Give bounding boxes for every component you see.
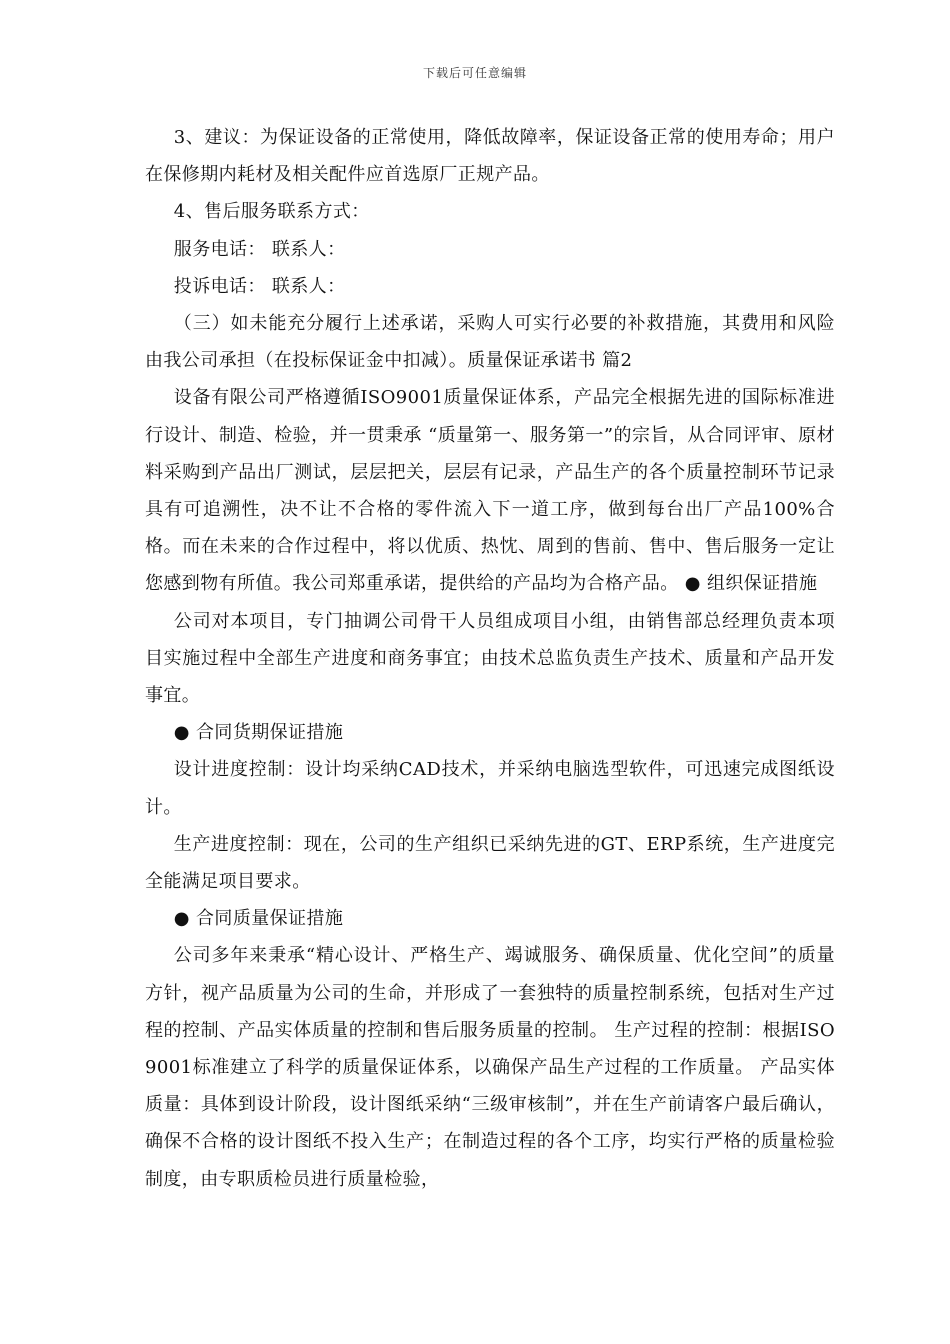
- paragraph-delivery-heading: ● 合同货期保证措施: [173, 722, 344, 744]
- paragraph-service-phone: 服务电话： 联系人：: [173, 238, 346, 260]
- paragraph-contact-heading: 4、售后服务联系方式：: [173, 201, 370, 223]
- page-header-note: 下载后可任意编辑: [422, 66, 527, 80]
- paragraph-quality-heading: ● 合同质量保证措施: [173, 908, 344, 930]
- paragraph-production-progress: 生产进度控制：现在，公司的生产组织已采纳先进的GT、ERP系统，生产进度完全能满足项目要求。: [145, 833, 835, 893]
- paragraph-company-intro: 设备有限公司严格遵循ISO9001质量保证体系，产品完全根据先进的国际标准进行设计、制造、检验，并一贯秉承 “质量第一、服务第一”的宗旨，从合同评审、原材料采购到产品出厂测试，层层把关，层层有记录，产品生产的各个质量控制环节记录具有可追溯性，决不让不合格的零件流入下一道工序，做到每台出厂产品100%合格。而在未来的合作过程中，将以优质、热忱、周到的售前、售中、售后服务一定让您感到物有所值。我公司郑重承诺，提供给的产品均为合格产品。 ● 组织保证措施: [145, 387, 835, 595]
- document-body: [145, 119, 835, 1198]
- paragraph-project-team: 公司对本项目，专门抽调公司骨干人员组成项目小组，由销售部总经理负责本项目实施过程中全部生产进度和商务事宜；由技术总监负责生产技术、质量和产品开发事宜。: [145, 610, 835, 707]
- paragraph-remedy-clause: （三）如未能充分履行上述承诺，采购人可实行必要的补救措施，其费用和风险由我公司承担（在投标保证金中扣减）。质量保证承诺书 篇2: [145, 313, 835, 372]
- paragraph-complaint-phone: 投诉电话： 联系人：: [173, 275, 346, 297]
- paragraph-quality-policy: 公司多年来秉承“精心设计、严格生产、竭诚服务、确保质量、优化空间”的质量方针，视产品质量为公司的生命，并形成了一套独特的质量控制系统，包括对生产过程的控制、产品实体质量的控制和售后服务质量的控制。 生产过程的控制：根据ISO9001标准建立了科学的质量保证体系，以确保产品生产过程的工作质量。 产品实体质量：具体到设计阶段，设计图纸采纳“三级审核制”，并在生产前请客户最后确认，确保不合格的设计图纸不投入生产；在制造过程的各个工序，均实行严格的质量检验制度，由专职质检员进行质量检验，: [145, 945, 835, 1190]
- paragraph-design-progress: 设计进度控制：设计均采纳CAD技术，并采纳电脑选型软件，可迅速完成图纸设计。: [145, 759, 835, 818]
- paragraph-suggestion: 3、建议：为保证设备的正常使用，降低故障率，保证设备正常的使用寿命；用户在保修期内耗材及相关配件应首选原厂正规产品。: [145, 127, 835, 186]
